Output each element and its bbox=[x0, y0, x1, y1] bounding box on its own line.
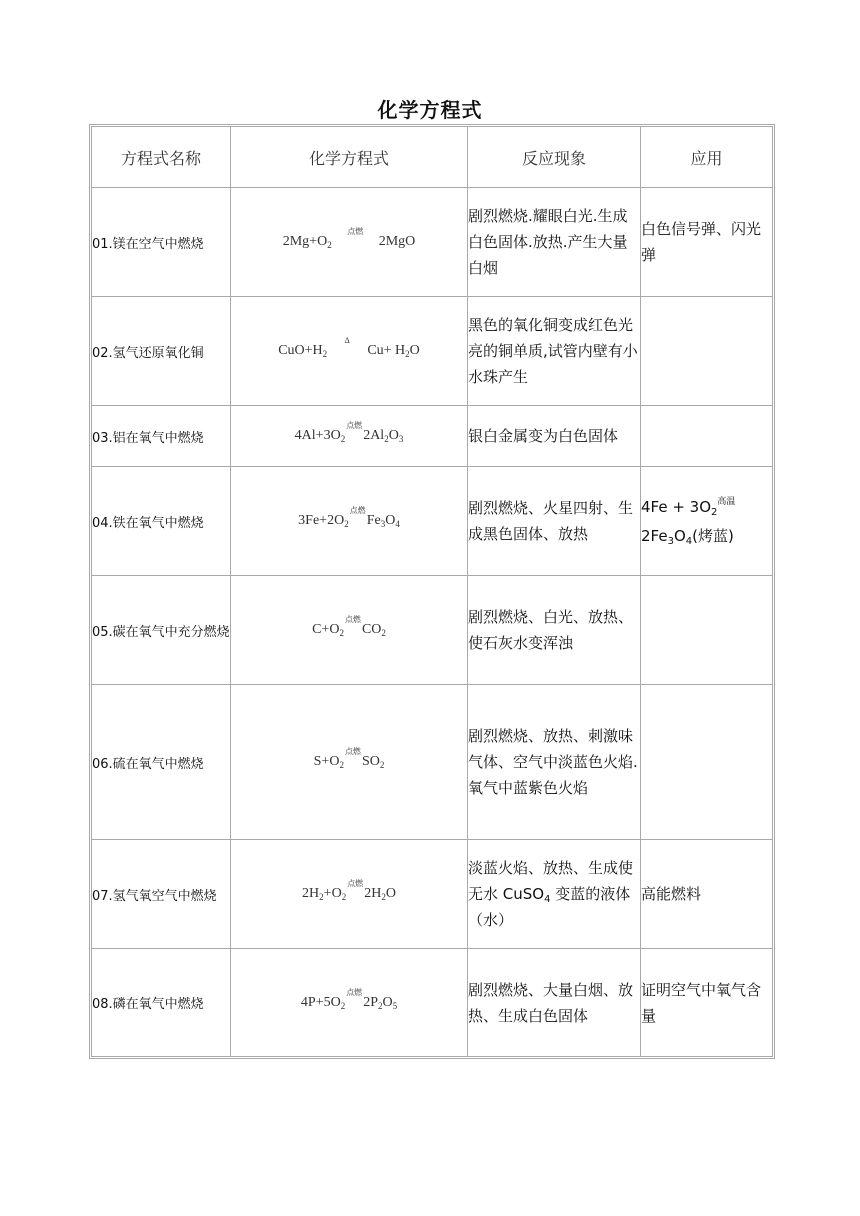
reaction-formula bbox=[231, 949, 468, 1057]
reaction-formula bbox=[231, 467, 468, 576]
formula-sub: 2 bbox=[381, 892, 386, 902]
reaction-application bbox=[641, 685, 773, 840]
table-row bbox=[92, 685, 773, 840]
table-row bbox=[92, 576, 773, 685]
table-row bbox=[92, 840, 773, 949]
formula-part: SO bbox=[361, 754, 380, 769]
equations-table bbox=[91, 126, 773, 1057]
reaction-name: 01.镁在空气中燃烧 bbox=[92, 188, 231, 297]
formula-part: S+O bbox=[313, 754, 340, 769]
phen-sub: 4 bbox=[544, 894, 551, 905]
reaction-formula bbox=[231, 685, 468, 840]
formula-part: 2P bbox=[363, 994, 378, 1010]
app-sub: 4 bbox=[685, 535, 693, 547]
formula-part: O bbox=[385, 886, 396, 901]
app-condition: 高温 bbox=[717, 496, 736, 507]
reaction-phenomenon: 剧烈燃烧.耀眼白光.生成白色固体.放热.产生大量白烟 bbox=[468, 188, 641, 297]
formula-sub: 3 bbox=[398, 434, 404, 444]
formula-sub: 4 bbox=[395, 519, 400, 529]
page-title: 化学方程式 bbox=[377, 98, 483, 122]
formula-sub: 2 bbox=[340, 434, 346, 444]
formula-part: 2H bbox=[302, 886, 320, 901]
formula-part: CuO+H bbox=[278, 343, 323, 358]
reaction-condition: 点燃 bbox=[344, 615, 361, 624]
reaction-name: 03.铝在氧气中燃烧 bbox=[92, 406, 231, 467]
reaction-formula bbox=[231, 297, 468, 406]
formula-sub: 2 bbox=[379, 760, 385, 770]
formula-sub: 2 bbox=[339, 628, 344, 638]
formula-part: 2MgO bbox=[378, 234, 416, 249]
formula-sub: 2 bbox=[327, 240, 332, 250]
formula-part: O bbox=[388, 428, 399, 443]
reaction-formula bbox=[231, 576, 468, 685]
reaction-condition: 点燃 bbox=[346, 421, 363, 430]
formula-part: 4P+5O bbox=[300, 994, 341, 1010]
formula-part: O bbox=[382, 994, 393, 1010]
formula-sub: 5 bbox=[392, 1000, 398, 1011]
reaction-application: 白色信号弹、闪光弹 bbox=[641, 188, 773, 297]
reaction-phenomenon: 黑色的氧化铜变成红色光亮的铜单质,试管内壁有小水珠产生 bbox=[468, 297, 641, 406]
reaction-phenomenon: 剧烈燃烧、放热、刺激味气体、空气中淡蓝色火焰.氧气中蓝紫色火焰 bbox=[468, 685, 641, 840]
formula-sub: 2 bbox=[381, 628, 386, 638]
reaction-condition: 点燃 bbox=[344, 747, 361, 756]
phen-part: 变蓝的液体（水） bbox=[468, 885, 631, 929]
header-application: 应用 bbox=[641, 127, 773, 188]
formula-sub: 2 bbox=[341, 892, 347, 902]
table-row bbox=[92, 406, 773, 467]
reaction-phenomenon bbox=[468, 840, 641, 949]
reaction-phenomenon: 剧烈燃烧、白光、放热、使石灰水变浑浊 bbox=[468, 576, 641, 685]
formula-part: 3Fe+2O bbox=[298, 513, 345, 528]
app-part: 2Fe bbox=[641, 526, 668, 545]
reaction-condition: 点燃 bbox=[347, 227, 364, 236]
formula-part: C+O bbox=[312, 622, 340, 637]
header-phenomenon: 反应现象 bbox=[468, 127, 641, 188]
reaction-name: 02.氢气还原氧化铜 bbox=[92, 297, 231, 406]
formula-part: Cu+ H bbox=[367, 343, 406, 358]
formula-part: +O bbox=[323, 886, 342, 901]
formula-part: CO bbox=[361, 622, 382, 637]
reaction-condition: Δ bbox=[344, 336, 350, 345]
reaction-application bbox=[641, 576, 773, 685]
reaction-application bbox=[641, 297, 773, 406]
formula-sub: 2 bbox=[340, 1000, 346, 1011]
reaction-application: 高能燃料 bbox=[641, 840, 773, 949]
reaction-name: 04.铁在氧气中燃烧 bbox=[92, 467, 231, 576]
phen-part: 淡蓝火焰、放热、生成使无水 CuSO bbox=[468, 859, 634, 903]
table-row bbox=[92, 467, 773, 576]
app-sub: 3 bbox=[667, 535, 674, 547]
formula-part: O bbox=[385, 513, 396, 528]
reaction-application bbox=[641, 467, 773, 576]
reaction-condition: 点燃 bbox=[346, 987, 363, 997]
formula-sub: 2 bbox=[344, 519, 349, 529]
reaction-phenomenon: 剧烈燃烧、火星四射、生成黑色固体、放热 bbox=[468, 467, 641, 576]
formula-sub: 2 bbox=[322, 349, 328, 359]
reaction-name: 07.氢气氧空气中燃烧 bbox=[92, 840, 231, 949]
formula-part: 4Al+3O bbox=[294, 428, 341, 443]
formula-sub: 2 bbox=[319, 892, 324, 902]
app-part: (烤蓝) bbox=[692, 526, 734, 545]
reaction-application: 证明空气中氧气含量 bbox=[641, 949, 773, 1057]
header-name: 方程式名称 bbox=[92, 127, 231, 188]
reaction-phenomenon: 剧烈燃烧、大量白烟、放热、生成白色固体 bbox=[468, 949, 641, 1057]
header-row bbox=[92, 127, 773, 188]
reaction-phenomenon: 银白金属变为白色固体 bbox=[468, 406, 641, 467]
reaction-application bbox=[641, 406, 773, 467]
formula-part: O bbox=[409, 343, 420, 358]
formula-sub: 2 bbox=[405, 349, 410, 359]
table-row bbox=[92, 188, 773, 297]
table-row bbox=[92, 297, 773, 406]
reaction-condition: 点燃 bbox=[347, 879, 364, 888]
formula-sub: 3 bbox=[380, 519, 386, 529]
app-sub: 2 bbox=[711, 506, 718, 518]
formula-part: 2Mg+O bbox=[282, 234, 328, 249]
app-part: O bbox=[673, 526, 686, 545]
formula-part: Fe bbox=[366, 513, 381, 528]
table-row bbox=[92, 949, 773, 1057]
reaction-name: 08.磷在氧气中燃烧 bbox=[92, 949, 231, 1057]
app-part: 4Fe + 3O bbox=[641, 497, 712, 516]
reaction-formula bbox=[231, 188, 468, 297]
reaction-name: 05.碳在氧气中充分燃烧 bbox=[92, 576, 231, 685]
reaction-condition: 点燃 bbox=[349, 506, 366, 515]
formula-sub: 2 bbox=[377, 1000, 383, 1011]
formula-sub: 2 bbox=[384, 434, 389, 444]
header-formula: 化学方程式 bbox=[231, 127, 468, 188]
reaction-formula bbox=[231, 840, 468, 949]
reaction-formula bbox=[231, 406, 468, 467]
formula-part: 2H bbox=[364, 886, 382, 901]
reaction-name: 06.硫在氧气中燃烧 bbox=[92, 685, 231, 840]
formula-part: 2Al bbox=[363, 428, 385, 443]
formula-sub: 2 bbox=[339, 760, 344, 770]
